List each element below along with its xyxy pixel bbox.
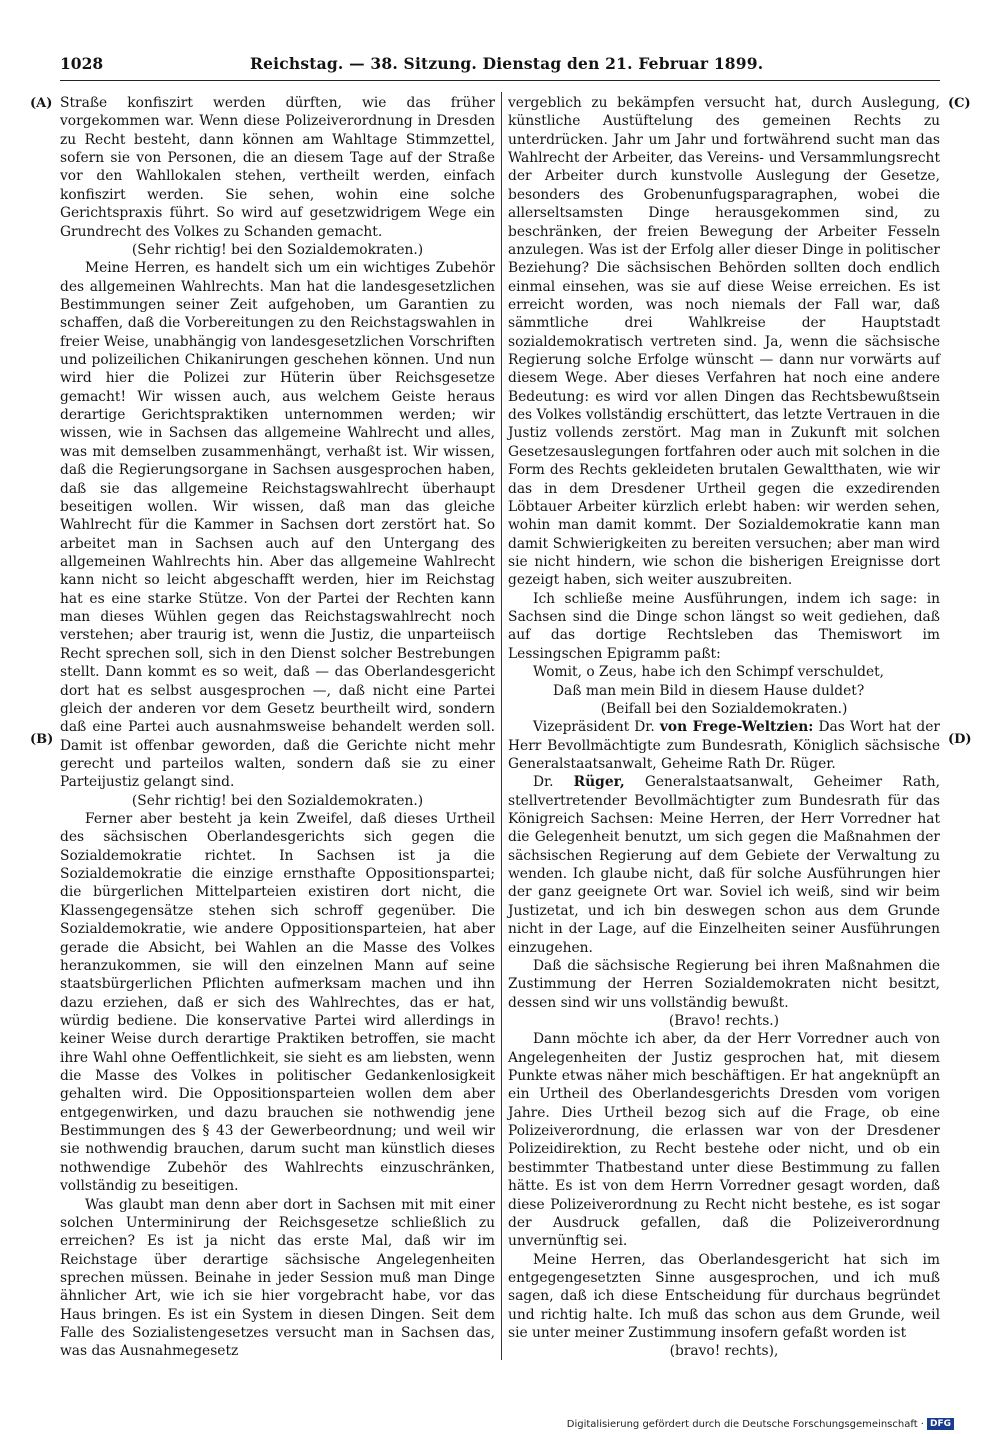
column-divider [501, 92, 502, 1360]
paragraph: Meine Herren, es handelt sich um ein wichtiges Zubehör des allgemeinen Wahlrechts. Man hat die landesgesetzlichen Bestimmungen seiner Zeit aufgehoben, um Garantien zu schaffen, daß die Vorbereitungen zu den Reichstagswahlen in freier Weise, unabhängig von landesgesetzlichen Vorschriften und polizeilichen Chikanirungen geschehen können. Und nun wird hier die Polizei zur Hüterin über Reichsgesetze gemacht! Wir wissen auch, aus welchem Geiste heraus derartige Gerichtspraktiken unternommen werden; wir wissen, wie in Sachsen das allgemeine Wahlrecht und alles, was mit demselben zusammenhängt, verhaßt ist. Wir wissen, daß die Regierungsorgane in Sachsen ausgesprochen haben, daß sie das allgemeine Reichstagswahlrecht überhaupt beseitigen wollen. Wir wissen, daß man das gleiche Wahlrecht für die Kammer in Sachsen dort zerstört hat. So arbeitet man in Sachsen auch auf den Untergang des allgemeinen Wahlrechts hin. Aber das allgemeine Wahlrecht kann nicht so leicht abgeschafft werden, hier im Reichstag hat es eine starke Stütze. Von der Partei der Rechten kann man dieses Wühlen gegen das Reichstagswahlrecht noch verstehen; aber traurig ist, wenn die Justiz, die unparteiisch Recht sprechen soll, sich in den Dienst solcher Bestrebungen stellt. Dann kommt es so weit, daß — das Oberlandesgericht dort hat es selbst ausgesprochen —, daß nicht eine Partei gleich der anderen vor dem Gesetz beurtheilt wird, sondern daß eine Partei auch ausnahmsweise behandelt werden soll. Damit ist offenbar geworden, daß die Gerichte nicht mehr gerecht und parteilos walten, sondern daß sie zu einer Parteijustiz gelangt sind. [60, 260, 495, 791]
paragraph: Straße konfiszirt werden dürften, wie das früher vorgekommen war. Wenn diese Polizeiverordnung in Dresden zu Recht besteht, dann können am Wahltage Stimmzettel, sofern sie von Personen, die an diesem Tage auf der Straße vor den Wahllokalen stehen, vertheilt werden, einfach konfiszirt werden. Sie sehen, wohin eine solche Gerichtspraxis führt. So wird auf gesetzwidrigem Wege ein Grundrecht des Volkes zu Schanden gemacht. [60, 95, 495, 240]
paragraph: Was glaubt man denn aber dort in Sachsen mit mit einer solchen Unterminirung der Reichsgesetze schließlich zu erreichen? Es ist ja nicht das erste Mal, daß wir im Reichstage über derartige sächsische Angelegenheiten sprechen müssen. Beinahe in jeder Session muß man Dinge ähnlicher Art, wie ich sie hier vorgebracht habe, vor das Haus bringen. Es ist ein System in diesen Dingen. Seit dem Falle des Sozialistengesetzes versucht man in Sachsen das, was das Ausnahmegesetz [60, 1196, 495, 1360]
footer-credit [567, 1418, 954, 1430]
interjection: (Beifall bei den Sozialdemokraten.) [600, 700, 848, 717]
margin-mark-d: (D) [948, 732, 972, 747]
interjection: (bravo! rechts), [669, 1343, 779, 1360]
margin-mark-a: (A) [30, 96, 53, 111]
speaker-name: Rüger, [573, 774, 625, 791]
page-number: 1028 [60, 54, 104, 73]
paragraph: Ich schließe meine Ausführungen, indem ich sage: in Sachsen sind die Dinge schon längst so weit gediehen, daß auf das dortige Rechtsleben das Themiswort im Lessingschen Epigramm paßt: [508, 590, 940, 662]
speaker-name: von Frege-Weltzien: [659, 719, 814, 736]
verse-line: Daß man mein Bild in diesem Hause duldet? [553, 682, 865, 699]
margin-mark-c: (C) [948, 96, 971, 111]
speaker-paragraph [508, 718, 940, 773]
paragraph: vergeblich zu bekämpfen versucht hat, durch Auslegung, künstliche Austüftelung des gemeinen Rechts zu unterdrücken. Jahr um Jahr und fortwährend sucht man das Wahlrecht der Arbeiter, das Vereins- und Versammlungsrecht der Arbeiter durch kunstvolle Auslegung der Gesetze, besonders des Grobenunfugsparagraphen, wobei die allerseltsamsten Dinge herausgekommen sind, zu beschränken, der freien Bewegung der Arbeiter Fesseln anzulegen. Was ist der Erfolg aller dieser Dinge in politischer Beziehung? Die sächsischen Behörden sollten doch endlich einmal einsehen, was sie auf diese Weise erreichen. Es ist erreicht worden, was noch niemals der Fall war, daß sämmtliche drei Wahlkreise der Hauptstadt sozialdemokratisch vertreten sind. Ja, wenn die sächsische Regierung solche Erfolge wünscht — dann nur vorwärts auf diesem Wege. Aber dieses Verfahren hat noch eine andere Bedeutung: es wird vor allen Dingen das Rechtsbewußtsein des Volkes vollständig erschüttert, das letzte Vertrauen in die Justiz vollends zerstört. Mag man in Zukunft mit solchen Gesetzesauslegungen fortfahren oder auch mit solchen in die Form des Rechts gekleideten brutalen Gewaltthaten, wie wir das in dem Dresdener Urtheil gegen die exzedirenden Löbtauer Arbeiter kürzlich erlebt haben: wir werden sehen, wohin man damit kommt. Der Sozialdemokratie kann man damit Schwierigkeiten zu bereiten versuchen; aber man wird sie nicht hindern, wie schon die bisherigen Ereignisse dort gezeigt haben, sich weiter auszubreiten. [508, 95, 940, 589]
footer-text: Digitalisierung gefördert durch die Deutsche Forschungsgemeinschaft · [566, 1419, 924, 1430]
margin-mark-b: (B) [30, 732, 54, 747]
page-header [60, 54, 932, 76]
paragraph: Dann möchte ich aber, da der Herr Vorredner auch von Angelegenheiten der Justiz gesprochen hat, mit diesem Punkte etwas näher mich beschäftigen. Er hat angeknüpft an ein Urtheil des Oberlandesgerichts Dresden vom vorigen Jahre. Dies Urtheil bezog sich auf die Frage, ob eine Polizeiverordnung, die erlassen war von der Dresdener Polizeidirektion, zu Recht bestehe oder nicht, und ob ein bestimmter Thatbestand unter diese Bestimmung zu fallen hätte. Es ist von dem Herrn Vorredner gesagt worden, daß diese Polizeiverordnung zu Recht nicht bestehe, es ist sogar der Ausdruck gefallen, daß die Polizeiverordnung unvernünftig sei. [508, 1031, 940, 1250]
verse-line: Womit, o Zeus, habe ich den Schimpf verschuldet, [533, 664, 885, 681]
speaker-title: Vizepräsident Dr. [533, 719, 655, 736]
speech-text: Das Wort hat der Herr Bevollmächtigte zum Bundesrath, Königlich sächsische Generalstaatsanwalt, Geheime Rath Dr. Rüger. [508, 719, 941, 772]
paragraph: Ferner aber besteht ja kein Zweifel, daß dieses Urtheil des sächsischen Oberlandesgerichts sich gegen die Sozialdemokratie richtet. In Sachsen ist ja die Sozialdemokratie die einzige ernsthafte Oppositionspartei; die bürgerlichen Mittelparteien existiren dort nicht, die Klassengegensätze stehen sich schroff gegenüber. Die Sozialdemokratie, wie andere Oppositionsparteien, hat aber gerade die Absicht, bei Wahlen an die Masse des Volkes heranzukommen, sie will den einzelnen Mann auf seine staatsbürgerlichen Pflichten aufmerksam machen und ihn dazu erziehen, daß er sich des Wahlrechtes, das er hat, würdig bediene. Die konservative Partei wird allerdings in keiner Weise durch derartige Praktiken betroffen, sie macht ihre Wahl ohne Oeffentlichkeit, sie sieht es am liebsten, wenn die Masse des Volkes in politischer Gedankenlosigkeit gehalten wird. Die Oppositionsparteien wollen dem aber entgegenwirken, und dazu brauchen sie nothwendig jene Bestimmungen des § 43 der Gewerbeordnung; und weil wir sie nothwendig brauchen, darum sucht man künstlich dieses nothwendige Zubehör des Wahlrechts einzuschränken, vollständig zu beseitigen. [60, 811, 495, 1195]
interjection: (Bravo! rechts.) [668, 1012, 780, 1029]
running-head: Reichstag. — 38. Sitzung. Dienstag den 21. Februar 1899. [250, 54, 764, 73]
interjection: (Sehr richtig! bei den Sozialdemokraten.) [131, 241, 424, 258]
speech-text: Generalstaatsanwalt, Geheimer Rath, stellvertretender Bevollmächtigter zum Bundesrath für das Königreich Sachsen: Meine Herren, der Herr Vorredner hat die Gelegenheit benutzt, um sich gegen die Maßnahmen der sächsischen Regierung auf dem Gebiete der Verwaltung zu wenden. Ich glaube nicht, daß für solche Ausführungen hier der ganz geeignete Ort war. Soviel ich weiß, sind wir beim Justizetat, und ich bin deswegen schon aus dem Grunde nicht in der Lage, auf die Einzelheiten seiner Ausführungen einzugehen. [508, 774, 940, 956]
paragraph: Meine Herren, das Oberlandesgericht hat sich im entgegengesetzten Sinne ausgesprochen, und ich muß sagen, daß ich diese Entscheidung für durchaus begründet und richtig halte. Ich muß das schon aus dem Grunde, weil sie unter meiner Zustimmung insofern gefaßt worden ist [508, 1251, 940, 1342]
dfg-logo: DFG [927, 1418, 954, 1430]
speaker-paragraph [508, 773, 940, 957]
header-rule [60, 80, 940, 81]
interjection: (Sehr richtig! bei den Sozialdemokraten.) [131, 792, 424, 809]
speaker-title: Dr. [533, 774, 554, 791]
paragraph: Daß die sächsische Regierung bei ihren Maßnahmen die Zustimmung der Herren Sozialdemokraten nicht besitzt, dessen sind wir uns vollständig bewußt. [508, 957, 940, 1011]
left-column [60, 94, 495, 1361]
right-column [508, 94, 940, 1361]
